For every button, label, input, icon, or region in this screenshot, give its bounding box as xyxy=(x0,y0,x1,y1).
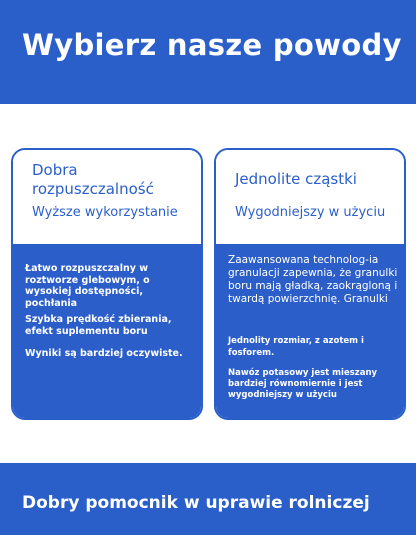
card-solubility xyxy=(11,148,203,420)
card-paragraph: Wyniki są bardziej oczywiste. xyxy=(25,348,183,359)
top-banner xyxy=(0,0,416,104)
card-title: Jednolite cząstki xyxy=(235,170,357,188)
card-paragraph: Nawóz potasowy jest mieszany bardziej równomiernie i jest wygodniejszy w użyciu xyxy=(228,368,378,400)
page-title: Wybierz nasze powody xyxy=(22,28,402,62)
card-uniform-particles xyxy=(214,148,406,420)
slogan: Dobry pomocnik w uprawie rolniczej xyxy=(22,493,370,513)
card-paragraph: Łatwo rozpuszczalny w roztworze glebowym, o wysokiej dostępności, pochłania xyxy=(25,263,150,309)
card-subtitle: Wyższe wykorzystanie xyxy=(32,205,178,220)
card-subtitle: Wygodniejszy w użyciu xyxy=(235,205,386,220)
card-paragraph: Zaawansowana technolog-ia granulacji zapewnia, że granulki boru mają gładką, zaokrągloną i twardą powierzchnię. Granulki xyxy=(228,254,398,305)
card-title: Dobra rozpuszczalność xyxy=(32,161,154,198)
card-paragraph: Szybka prędkość zbierania, efekt suplementu boru xyxy=(25,314,172,337)
card-paragraph: Jednolity rozmiar, z azotem i fosforem. xyxy=(228,336,364,358)
bottom-banner xyxy=(0,463,416,535)
card-header xyxy=(216,150,404,244)
card-body xyxy=(216,244,404,418)
card-body xyxy=(13,244,201,418)
card-header xyxy=(13,150,201,244)
